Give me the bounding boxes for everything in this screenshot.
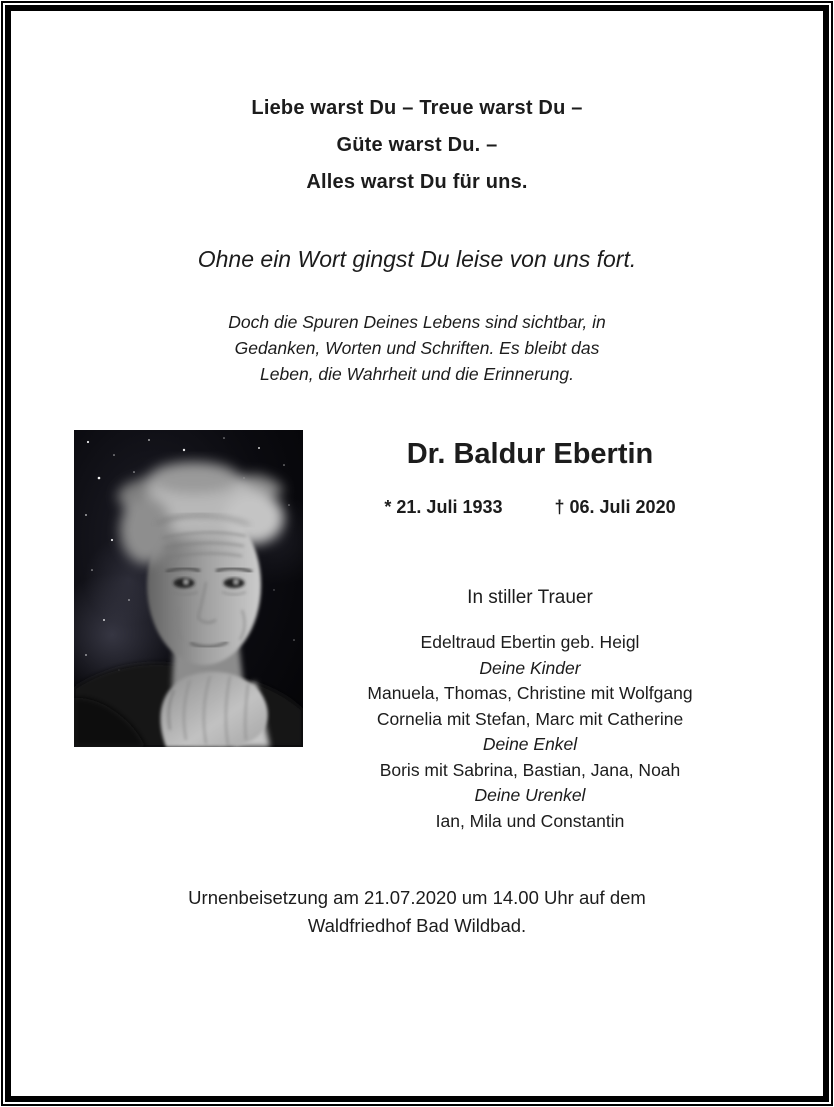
deceased-name: Dr. Baldur Ebertin [406,438,654,470]
funeral-info-line-2: Waldfriedhof Bad Wildbad. [307,915,527,936]
epigraph-line-2: Güte warst Du. – [336,134,498,156]
farewell-line: Ohne ein Wort gingst Du leise von uns fort. [197,246,637,272]
epigraph-line-1: Liebe warst Du – Treue warst Du – [251,97,583,119]
announcement-column [312,0,748,1107]
mourner-line: Boris mit Sabrina, Bastian, Jana, Noah [379,759,681,780]
memorial-verse-line-2: Gedanken, Worten und Schriften. Es bleibt das [234,338,600,358]
life-dates [312,496,748,518]
mourner-line: Manuela, Thomas, Christine mit Wolfgang [367,683,693,703]
mourner-group-label: Deine Kinder [479,657,581,678]
mourner-line: Cornelia mit Stefan, Marc mit Catherine [376,708,684,729]
birth-date: * 21. Juli 1933 [384,497,503,517]
portrait-photo [74,430,303,747]
mourners-list [312,630,748,834]
mourner-line: Edeltraud Ebertin geb. Heigl [420,632,640,652]
mourning-heading: In stiller Trauer [467,587,593,608]
mourner-line: Ian, Mila und Constantin [435,810,625,831]
death-date: † 06. Juli 2020 [554,497,676,517]
mourner-group-label: Deine Enkel [482,734,578,754]
portrait-photo-image [74,430,303,747]
funeral-info [7,884,827,940]
mourner-group-label: Deine Urenkel [474,785,586,805]
memorial-verse-line-3: Leben, die Wahrheit und die Erinnerung. [260,364,574,384]
epigraph-line-3: Alles warst Du für uns. [306,171,528,193]
funeral-info-line-1: Urnenbeisetzung am 21.07.2020 um 14.00 Uhr auf dem [188,887,646,908]
memorial-verse-line-1: Doch die Spuren Deines Lebens sind sichtbar, in [228,312,606,332]
